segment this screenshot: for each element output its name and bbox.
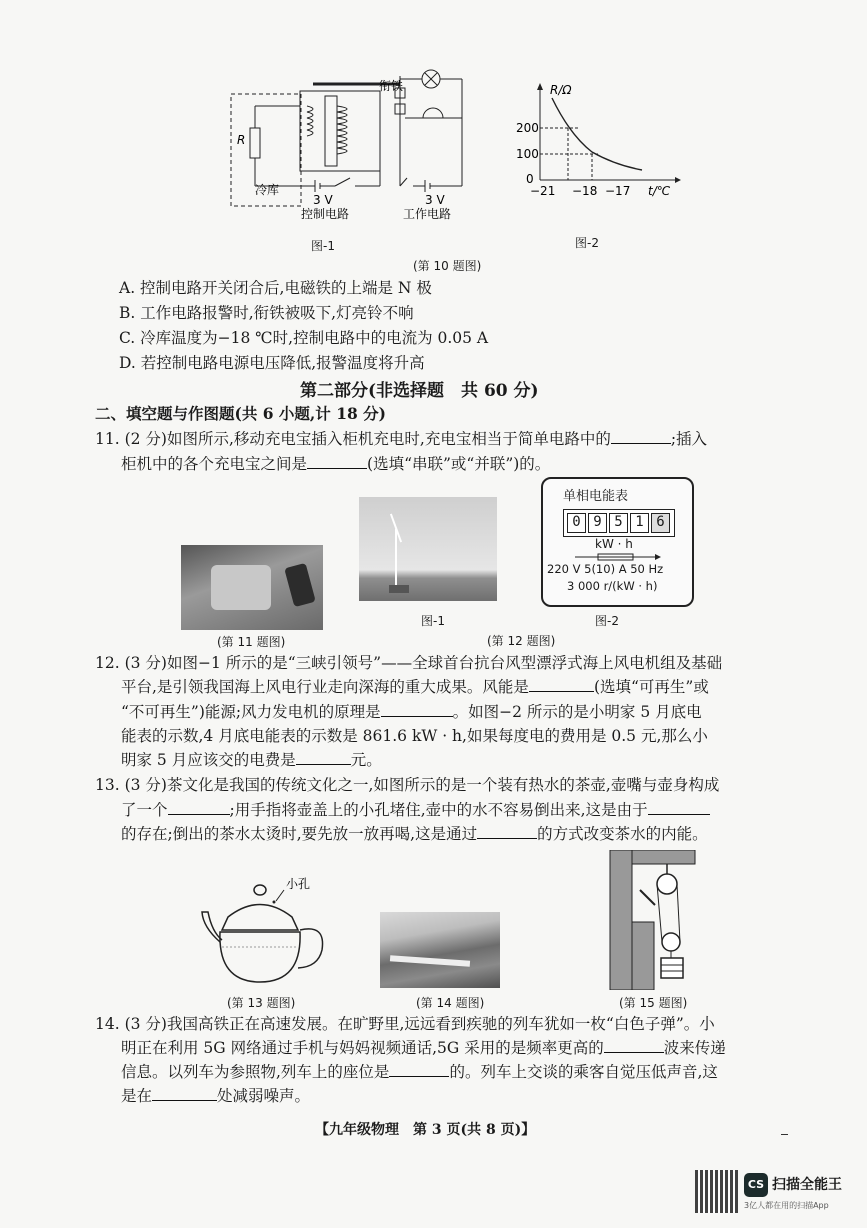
- work-voltage-label: 3 V: [425, 193, 445, 207]
- q12-caption: (第 12 题图): [487, 634, 556, 648]
- q11-text-2b: (选填“串联”或“并联”)的。: [367, 455, 551, 473]
- q13-text-2a: 了一个: [121, 801, 168, 819]
- q12-blank-3[interactable]: [296, 750, 351, 765]
- control-voltage-label: 3 V: [313, 193, 333, 207]
- q14-text-4b: 处减弱噪声。: [217, 1087, 311, 1105]
- q12-text-5a: 明家 5 月应该交的电费是: [121, 751, 296, 769]
- q12-blank-1[interactable]: [529, 677, 594, 692]
- meter-digit-5: 6: [651, 513, 670, 533]
- q10-fig2-label: 图-2: [575, 236, 599, 250]
- y-axis-label: R/Ω: [550, 83, 572, 97]
- q10-fig1-label: 图-1: [311, 239, 335, 253]
- q12-text-2a: 平台,是引领我国海上风电行业走向深海的重大成果。风能是: [121, 678, 529, 696]
- camscanner-logo-icon: CS: [744, 1173, 768, 1197]
- q14-caption: (第 14 题图): [416, 996, 485, 1010]
- q10-option-a: A. 控制电路开关闭合后,电磁铁的上端是 N 极: [119, 279, 432, 297]
- q13-blank-1[interactable]: [168, 800, 230, 815]
- cold-storage-label: 冷库: [255, 183, 280, 197]
- scanner-tagline: 3亿人都在用的扫描App: [744, 1201, 829, 1210]
- q12-text-5b: 元。: [350, 751, 382, 769]
- q11-blank-1[interactable]: [611, 429, 671, 444]
- q12-energy-meter: [541, 477, 694, 607]
- q13-caption: (第 13 题图): [227, 996, 296, 1010]
- q11-text-1a: 11. (2 分)如图所示,移动充电宝插入柜机充电时,充电宝相当于简单电路中的: [95, 430, 611, 448]
- q13-blank-3[interactable]: [477, 824, 537, 839]
- x-tick-17: −17: [605, 184, 631, 198]
- q11-caption: (第 11 题图): [217, 635, 286, 649]
- y-tick-100: 100: [516, 147, 539, 161]
- q13-text-3b: 的方式改变茶水的内能。: [537, 825, 708, 843]
- q13-blank-2[interactable]: [648, 800, 710, 815]
- section2-heading: 二、填空题与作图题(共 6 小题,计 18 分): [95, 404, 387, 423]
- q12-line3: [121, 701, 702, 723]
- meter-digit-1: 0: [567, 513, 586, 533]
- scanner-brand: 扫描全能王: [772, 1177, 842, 1193]
- q13-line1: 13. (3 分)茶文化是我国的传统文化之一,如图所示的是一个装有热水的茶壶,壶嘴与壶身构成: [95, 776, 720, 794]
- q14-text-3a: 信息。以列车为参照物,列车上的座位是: [121, 1063, 390, 1081]
- q14-line3: [121, 1061, 718, 1083]
- q12-fig1-label: 图-1: [421, 614, 445, 628]
- resistor-label: R: [237, 133, 246, 147]
- q10-fig1-circuit: [225, 66, 470, 226]
- meter-disc-arrow-icon: [573, 552, 663, 562]
- q12-photo-wind-turbine: [359, 497, 497, 601]
- q12-fig2-label: 图-2: [595, 614, 619, 628]
- q10-option-b: B. 工作电路报警时,衔铁被吸下,灯亮铃不响: [119, 304, 414, 322]
- q14-line1: 14. (3 分)我国高铁正在高速发展。在旷野里,远远看到疾驰的列车犹如一枚“白色子弹”。小: [95, 1015, 715, 1033]
- x-tick-21: −21: [530, 184, 556, 198]
- q10-fig2-graph: [510, 80, 685, 200]
- q14-line2: [121, 1037, 726, 1059]
- q14-photo-high-speed-train: [380, 912, 500, 988]
- q14-text-2a: 明正在利用 5G 网络通过手机与妈妈视频通话,5G 采用的是频率更高的: [121, 1039, 604, 1057]
- q11-photo-powerbank-cabinet: [181, 545, 323, 630]
- meter-spec: 220 V 5(10) A 50 Hz: [547, 562, 664, 576]
- control-circuit-label: 控制电路: [301, 207, 350, 221]
- q13-line3: [121, 823, 708, 845]
- q12-line5: [121, 749, 382, 771]
- q14-blank-2[interactable]: [389, 1062, 449, 1077]
- q10-option-c: C. 冷库温度为−18 ℃时,控制电路中的电流为 0.05 A: [119, 329, 489, 347]
- q12-line4: 能表的示数,4 月底电能表的示数是 861.6 kW · h,如果每度电的费用是 0.5 元,那么小: [121, 727, 708, 745]
- q13-text-3a: 的存在;倒出的茶水太烫时,要先放一放再喝,这是通过: [121, 825, 478, 843]
- q12-text-2b: (选填“可再生”或: [593, 678, 709, 696]
- q13-teapot-drawing: [198, 872, 328, 988]
- meter-digit-2: 9: [588, 513, 607, 533]
- q12-text-3b: 。如图−2 所示的是小明家 5 月底电: [452, 703, 702, 721]
- q14-blank-3[interactable]: [152, 1086, 217, 1101]
- q11-line1: [95, 428, 707, 450]
- meter-unit: kW · h: [595, 537, 633, 551]
- q12-blank-2[interactable]: [381, 702, 453, 717]
- q12-text-3a: “不可再生”)能源;风力发电机的原理是: [121, 703, 381, 721]
- q12-line2: [121, 676, 709, 698]
- meter-digit-3: 5: [609, 513, 628, 533]
- q11-text-1b: ;插入: [670, 430, 708, 448]
- q14-text-2b: 波来传递: [663, 1039, 726, 1057]
- y-tick-200: 200: [516, 121, 539, 135]
- x-axis-label: t/℃: [648, 184, 671, 198]
- page-footer: 【九年级物理 第 3 页(共 8 页)】: [315, 1122, 536, 1138]
- meter-digit-4: 1: [630, 513, 649, 533]
- q15-caption: (第 15 题图): [619, 996, 688, 1010]
- q14-text-4a: 是在: [121, 1087, 153, 1105]
- q11-blank-2[interactable]: [307, 454, 367, 469]
- page-mark: [781, 1134, 788, 1135]
- q11-text-2a: 柜机中的各个充电宝之间是: [121, 455, 308, 473]
- x-tick-18: −18: [572, 184, 598, 198]
- teapot-hole-label: 小孔: [286, 877, 311, 891]
- work-circuit-label: 工作电路: [403, 207, 452, 221]
- meter-title: 单相电能表: [563, 489, 629, 504]
- q15-pulley-drawing: [605, 850, 700, 990]
- q11-line2: [121, 453, 550, 475]
- q12-line1: 12. (3 分)如图−1 所示的是“三峡引领号”——全球首台抗台风型漂浮式海上风电机组及基础: [95, 654, 723, 672]
- q13-line2: [121, 799, 710, 821]
- part2-heading: 第二部分(非选择题 共 60 分): [300, 381, 539, 401]
- q14-text-3b: 的。列车上交谈的乘客自觉压低声音,这: [449, 1063, 718, 1081]
- qr-code-icon: [695, 1170, 738, 1213]
- q13-text-2b: ;用手指将壶盖上的小孔堵住,壶中的水不容易倒出来,这是由于: [229, 801, 648, 819]
- q14-blank-1[interactable]: [604, 1038, 664, 1053]
- meter-display: [563, 509, 675, 537]
- q10-caption: (第 10 题图): [413, 259, 482, 273]
- q10-option-d: D. 若控制电路电源电压降低,报警温度将升高: [119, 354, 425, 372]
- armature-label: 衔铁: [379, 79, 404, 93]
- meter-revolutions: 3 000 r/(kW · h): [567, 579, 658, 593]
- y-tick-0: 0: [526, 172, 534, 186]
- q14-line4: [121, 1085, 310, 1107]
